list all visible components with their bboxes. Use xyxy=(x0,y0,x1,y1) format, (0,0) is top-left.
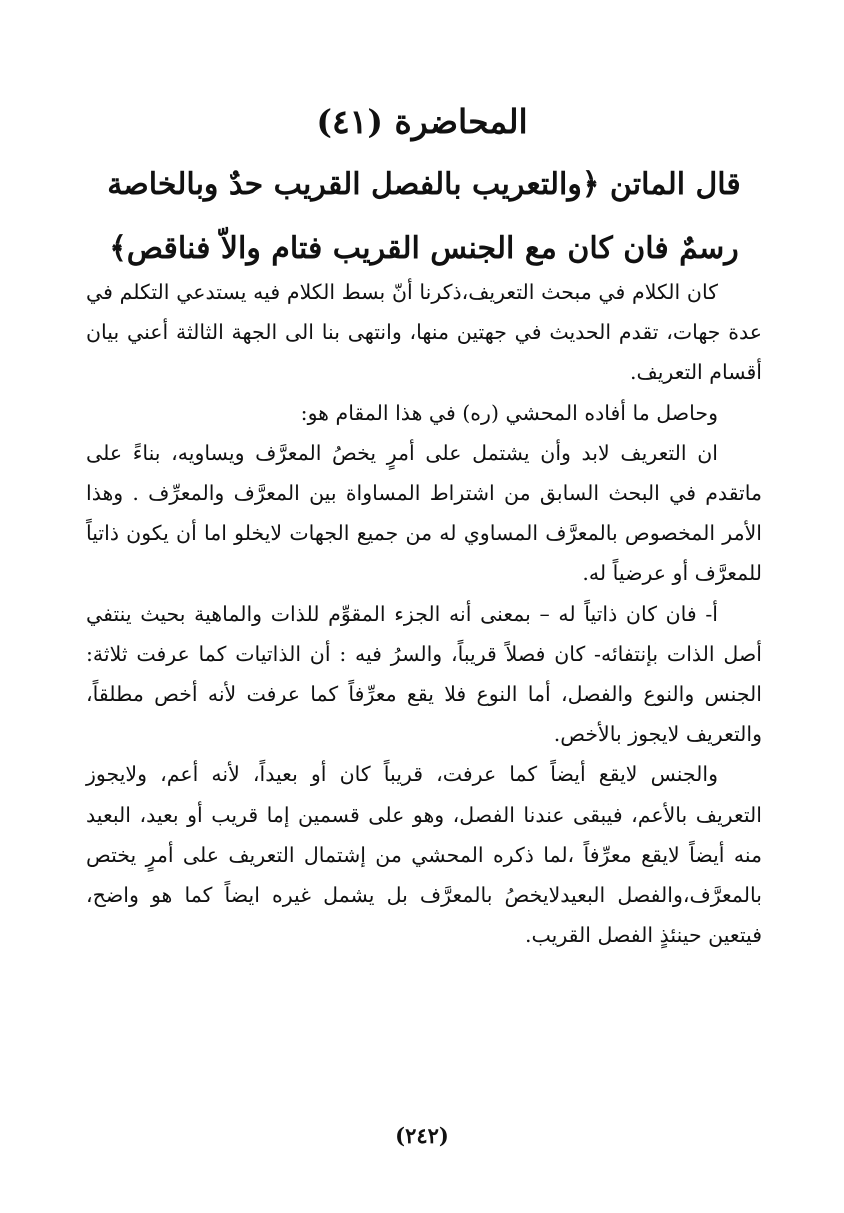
matn-quote xyxy=(86,153,762,281)
paragraph-definition: ان التعريف لابد وأن يشتمل على أمرٍ يخصُ المعرَّف ويساويه، بناءً على ماتقدم في البحث السابق من اشتراط المساواة بين المعرَّف والمعرِّف . وهذا الأمر المخصوص بالمعرَّف المساوي له من جميع الجهات لايخلو اما أن يكون ذاتياً للمعرَّف أو عرضياً له. xyxy=(86,440,762,586)
lecture-title: المحاضرة (٤١) xyxy=(316,102,528,141)
paragraph-essential: أ- فان كان ذاتياً له – بمعنى أنه الجزء المقوِّم للذات والماهية بحيث ينتفي أصل الذات بإنتفائه- كان فصلاً قريباً، والسرُ فيه : أن الذاتيات كما عرفت ثلاثة: الجنس والنوع والفصل، أما النوع فلا يقع معرِّفاً كما عرفت لأنه أخص مطلقاً، والتعريف لايجوز بالأخص. xyxy=(86,601,762,747)
page-number: (٢٤٢) xyxy=(395,1123,449,1148)
paragraph-intro: كان الكلام في مبحث التعريف،ذكرنا أنّ بسط الكلام فيه يستدعي التكلم في عدة جهات، تقدم الحديث في جهتين منها، وانتهى بنا الى الجهة الثالثة أعني بيان أقسام التعريف. xyxy=(86,280,762,385)
matn-line-2: رسمٌ فان كان مع الجنس القريب فتام والاّ فناقص﴾ xyxy=(109,231,739,266)
paragraph-summary: وحاصل ما أفاده المحشي (ره) في هذا المقام هو: xyxy=(300,400,718,425)
matn-line-1: قال الماتن ﴿والتعريب بالفصل القريب حدٌ وبالخاصة xyxy=(107,167,741,202)
paragraph-genus: والجنس لايقع أيضاً كما عرفت، قريباً كان أو بعيداً، لأنه أعم، ولايجوز التعريف بالأعم، فيبقى عندنا الفصل، وهو على قسمين إما قريب أو بعيد، البعيد منه أيضاً لايقع معرِّفاً ،لما ذكره المحشي من إشتمال التعريف على أمرٍ يختص بالمعرَّف،والفصل البعيدلايخصُ بالمعرَّف بل يشمل غيره ايضاً كما هو واضح، فيتعين حينئذٍ الفصل القريب. xyxy=(86,762,762,948)
body-text xyxy=(86,272,762,955)
